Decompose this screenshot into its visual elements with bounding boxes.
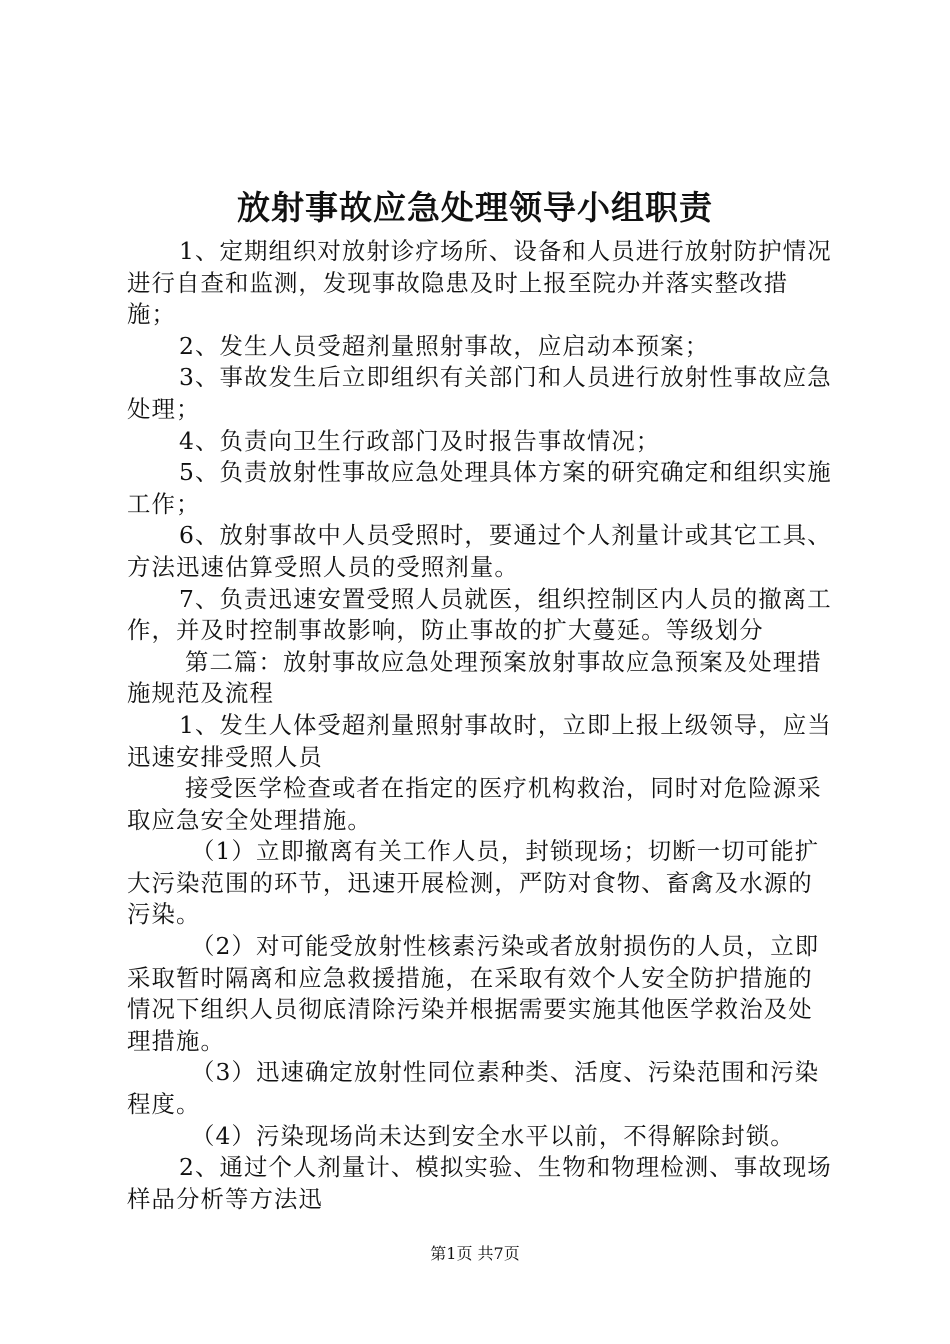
paragraph: （4）污染现场尚未达到安全水平以前，不得解除封锁。 <box>191 1121 795 1150</box>
paragraph: 6、放射事故中人员受照时，要通过个人剂量计或其它工具、方法迅速估算受照人员的受照剂量。 <box>127 521 832 581</box>
paragraph: 接受医学检查或者在指定的医疗机构救治，同时对危险源采取应急安全处理措施。 <box>127 774 822 834</box>
paragraph: （1）立即撤离有关工作人员，封锁现场；切断一切可能扩大污染范围的环节，迅速开展检测，严防对食物、畜禽及水源的污染。 <box>127 837 820 929</box>
paragraph: （3）迅速确定放射性同位素种类、活度、污染范围和污染程度。 <box>127 1058 820 1119</box>
paragraph: 4、负责向卫生行政部门及时报告事故情况； <box>179 426 661 455</box>
section-heading: 第二篇：放射事故应急处理预案放射事故应急预案及处理措施规范及流程 <box>127 647 822 708</box>
paragraph: 1、定期组织对放射诊疗场所、设备和人员进行放射防护情况进行自查和监测，发现事故隐患及时上报至院办并落实整改措施； <box>127 237 832 329</box>
document-body <box>127 236 837 1215</box>
paragraph: 7、负责迅速安置受照人员就医，组织控制区内人员的撤离工作，并及时控制事故影响，防止事故的扩大蔓延。等级划分 <box>127 584 832 645</box>
document-title: 放射事故应急处理领导小组职责 <box>237 188 713 227</box>
paragraph: （2）对可能受放射性核素污染或者放射损伤的人员，立即采取暂时隔离和应急救援措施，在采取有效个人安全防护措施的情况下组织人员彻底清除污染并根据需要实施其他医学救治及处理措施。 <box>127 932 820 1055</box>
page-footer: 第1页 共7页 <box>430 1244 520 1263</box>
paragraph: 1、发生人体受超剂量照射事故时，立即上报上级领导，应当迅速安排受照人员 <box>127 710 832 771</box>
paragraph: 5、负责放射性事故应急处理具体方案的研究确定和组织实施工作； <box>127 458 832 518</box>
paragraph: 2、通过个人剂量计、模拟实验、生物和物理检测、事故现场样品分析等方法迅 <box>127 1153 832 1213</box>
paragraph: 2、发生人员受超剂量照射事故，应启动本预案； <box>179 331 710 360</box>
paragraph: 3、事故发生后立即组织有关部门和人员进行放射性事故应急处理； <box>127 363 832 423</box>
